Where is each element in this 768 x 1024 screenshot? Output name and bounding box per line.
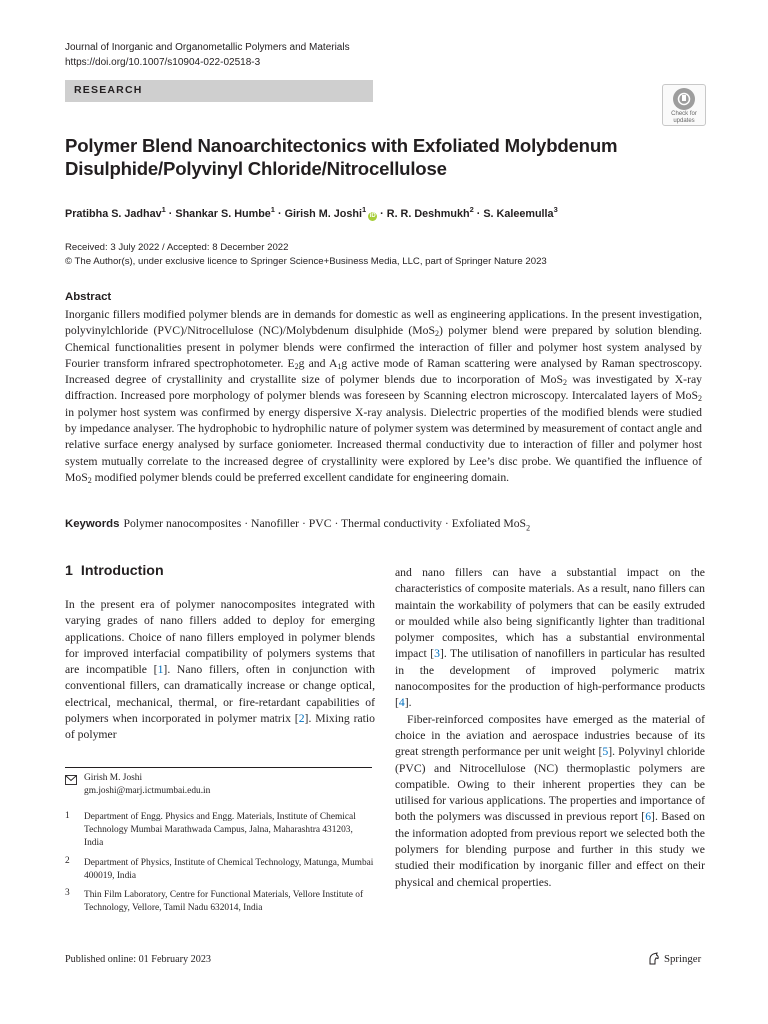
author-name[interactable]: S. Kaleemulla [483,208,554,220]
author-separator: · [377,208,387,220]
author-affiliation: 1 [361,205,367,214]
author-separator: · [274,208,285,220]
author-separator: · [473,208,484,220]
intro-paragraph: Fiber-reinforced composites have emerged as the material of choice in the aviation and aerospace industries because of its great strength performance per unit weight [5]. Polyvinyl chloride (PVC) and Nitrocellulose (NC) thermoplastic polymers are compatible. Owing to their inherent properties they can be utilised for various applications. The properties and importance of both the polymers was discussed in previous report [6]. Based on the information adopted from previous report we selected both the polymers for blending purpose and further in this study we studied their modification by inorganic filler and effect on their physical and chemical properties. [395,712,705,889]
intro-paragraph: and nano fillers can have a substantial impact on the characteristics of composite materials. As a result, nano fillers can maintain the workability of polymers that can be easily extruded or moulded while also being significantly lighter than traditional polymer composites, which has a substantial environmental impact [3]. The utilisation of nanofillers in particular has resulted in the development of improved polymeric matrix nanocomposites for the production of high-performance products [4]. [395,566,705,710]
published-date: Published online: 01 February 2023 [65,954,212,965]
check-for-updates-badge[interactable] [662,84,706,126]
journal-name: Journal of Inorganic and Organometallic Polymers and Materials [65,42,350,53]
badge-line1: Check for [671,111,697,117]
page-title [65,134,685,180]
section-heading-introduction [65,563,164,579]
bookmark-icon [673,88,695,110]
author-name[interactable]: Pratibha S. Jadhav [65,208,162,220]
keywords [65,517,705,532]
article-dates [65,241,705,269]
copyright-notice: © The Author(s), under exclusive licence to Springer Science+Business Media, LLC, part of Springer Nature 2023 [65,256,547,267]
title-line1: Polymer Blend Nanoarchitectonics with Exfoliated Molybdenum [65,135,618,156]
affiliation-number: 1 [65,811,70,821]
article-type-bar [65,80,373,102]
author-list [65,202,705,222]
footnote-divider [65,767,372,768]
orcid-icon[interactable]: iD [369,213,376,219]
corresponding-email[interactable]: gm.joshi@marj.ictmumbai.edu.in [84,786,211,796]
affiliation-2: Department of Physics, Institute of Chemical Technology, Matunga, Mumbai 400019, India [84,858,374,881]
corresponding-name: Girish M. Joshi [84,773,143,783]
citation-link[interactable]: 4 [398,696,405,710]
author-affiliation: 1 [270,205,275,214]
affiliation-3: Thin Film Laboratory, Centre for Functional Materials, Vellore Institute of Technology, Vellore, Tamil Nadu 632014, India [84,890,364,913]
publisher-name: Springer [664,952,702,965]
citation-link[interactable]: 1 [157,663,164,677]
abstract-body: Inorganic fillers modified polymer blends are in demands for domestic as well as engineering applications. In the present investigation, polyvinylchloride (PVC)/Nitrocellulose (NC)/Molybdenum disulphide (MoS$_2$) polymer blend were prepared by solution blending. Chemical functionalities present in polymer blends were confirmed the interaction of filler and polymer host system analysed by Fourier transform infrared spectrophotometer. $E_2g$ and $A_1g$ active mode of Raman scattering were analysed by Raman spectroscopy. Increased degree of crystallinity and crystallite size of polymer blends due to incorporation of MoS$_2$ was investigated by X-ray diffraction. Increased pore morphology of polymer blends was foreseen by Scanning electron microscopy. Intercalated layers of MoS$_2$ in polymer host system was confirmed by energy dispersive X-ray analysis. Dielectric properties of the modified blends were studied by impedance analyser. The hydrophobic to hydrophilic nature of polymer system was determined by measurement of contact angle and relative surface energy analysed by surface goniometer. Increased thermal conductivity due to interaction of filler and polymer host system mutually correlate to the increased degree of crystallinity were explored by Lee’s disc probe. We quantified the influence of MoS$_2$ modified polymer blends could be preferred excellent candidate for engineering domain. [65,308,702,485]
affiliation-number: 2 [65,856,70,866]
author-separator: · [165,208,176,220]
intro-left-column [65,597,375,744]
keywords-text: Polymer nanocomposites · Nanofiller · PVC · Thermal conductivity · Exfoliated MoS [123,517,527,530]
badge-line2: updates [673,118,695,124]
section-number: 1 [65,563,73,579]
citation-link[interactable]: 3 [434,647,440,661]
author-name[interactable]: Shankar S. Humbe [175,208,271,220]
doi-link[interactable]: https://doi.org/10.1007/s10904-022-02518-3 [65,57,261,68]
keywords-label: Keywords [65,518,120,530]
title-line2: Disulphide/Polyvinyl Chloride/Nitrocellulose [65,158,447,179]
springer-logo[interactable] [648,952,701,965]
journal-header [65,40,350,70]
abstract-heading: Abstract [65,291,112,303]
author-affiliation: 3 [553,205,558,214]
intro-paragraph: In the present era of polymer nanocomposites integrated with varying grades of nano fillers added to deploy for emerging applications. Choice of nano fillers employed in polymer blends for improved interfacial compatibility of polymers systems that are incompatible [1]. Nano fillers, often in conjunction with conventional fillers, can dramatically increase or change optical, electrical, mechanical, thermal, or fire-retardant capabilities of polymers when incorporated in polymer matrix [2]. Mixing ratio of polymer [65,598,375,742]
article-type-label: RESEARCH [74,84,143,96]
author-affiliation: 2 [469,205,474,214]
keywords-sub: 2 [526,523,531,533]
corresponding-author [84,772,210,798]
citation-link[interactable]: 6 [645,810,652,824]
citation-link[interactable]: 5 [602,745,609,759]
intro-right-column [395,565,705,891]
author-name[interactable]: R. R. Deshmukh [386,208,470,220]
author-affiliation: 1 [161,205,166,214]
author-name[interactable]: Girish M. Joshi [284,208,362,220]
affiliation-1: Department of Engg. Physics and Engg. Materials, Institute of Chemical Technology Mumbai Marathwada Campus, Jalna, Maharashtra 431203, India [84,812,356,848]
section-title: Introduction [80,563,164,579]
springer-horse-icon [648,952,660,965]
envelope-icon [65,772,77,782]
affiliation-number: 3 [65,888,70,898]
citation-link[interactable]: 2 [298,712,305,726]
received-accepted: Received: 3 July 2022 / Accepted: 8 December 2022 [65,242,289,253]
